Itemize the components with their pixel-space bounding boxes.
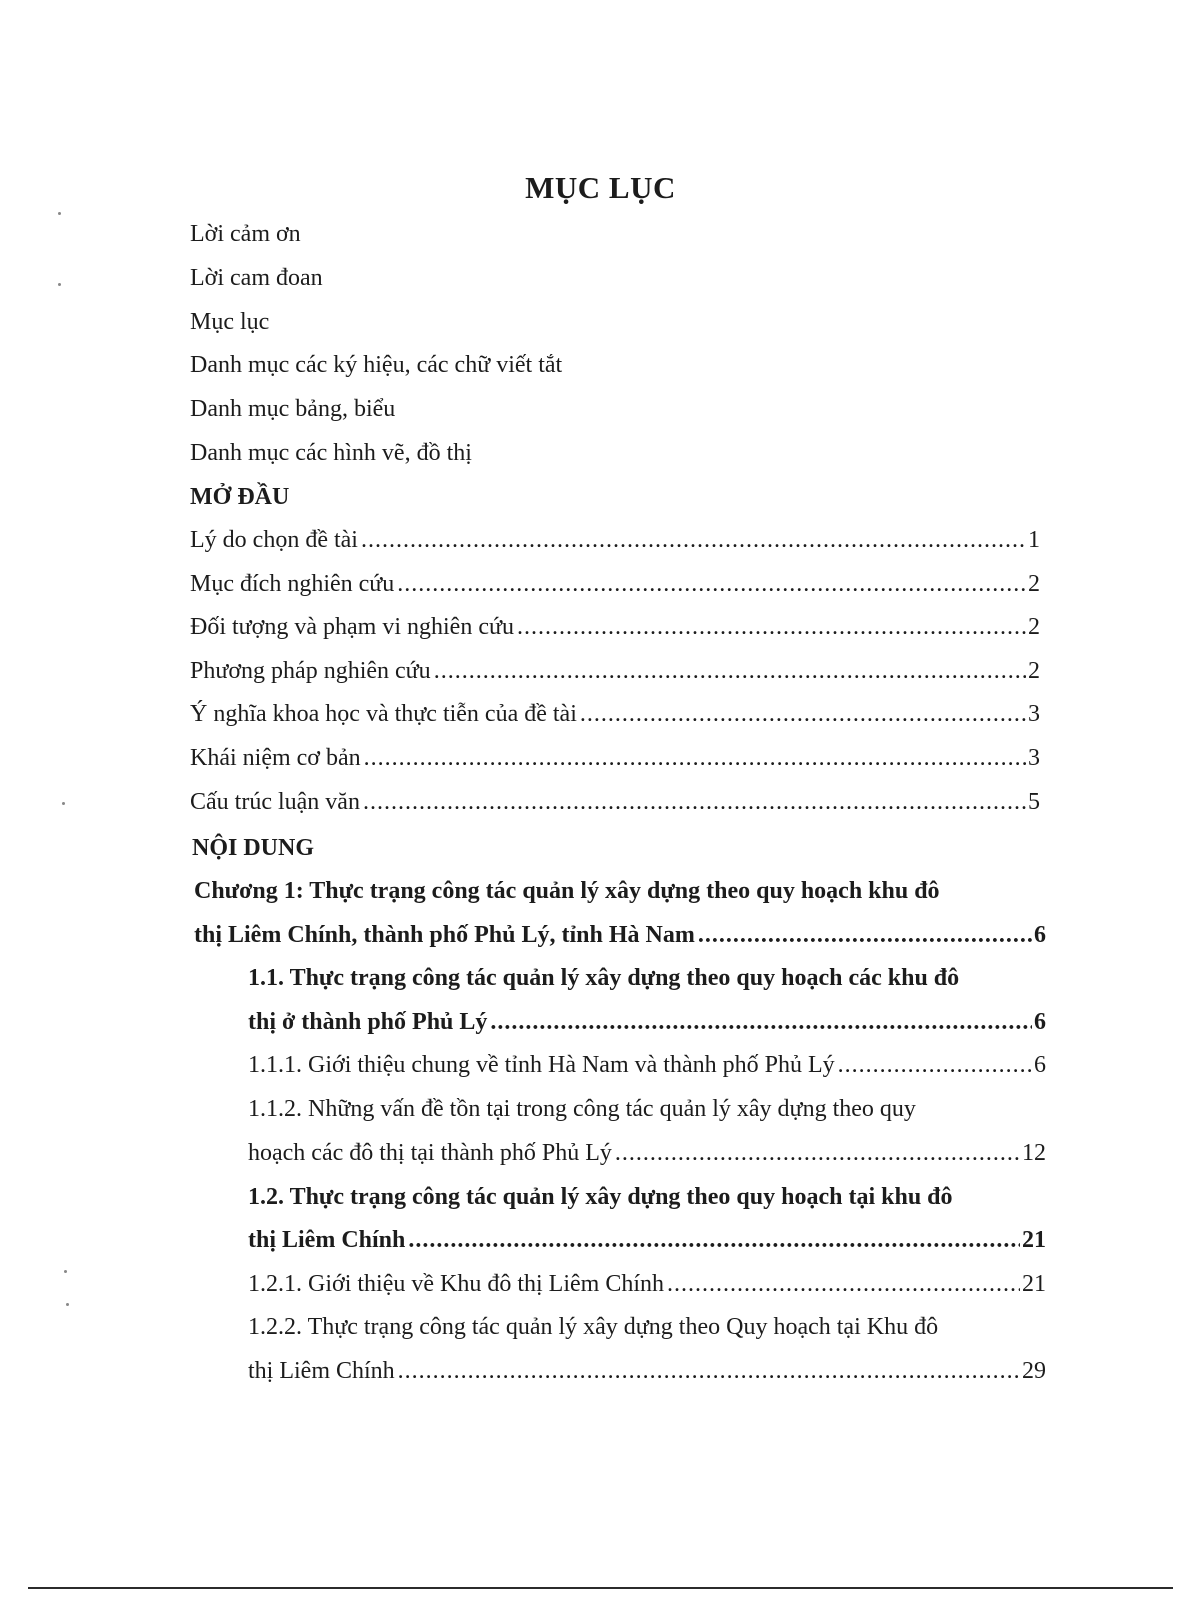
subsection-title-line: 1.2.2. Thực trạng công tác quản lý xây dựng theo Quy hoạch tại Khu đô [248,1314,939,1340]
toc-entry-page: 29 [1022,1358,1046,1384]
dot-leader [363,786,1026,818]
toc-entry [190,568,1040,600]
toc-entry-label: Khái niệm cơ bản [190,745,361,771]
toc-entry-page: 5 [1028,789,1040,815]
toc-entry-label: 1.2.1. Giới thiệu về Khu đô thị Liêm Chính [248,1271,664,1297]
dot-leader [698,919,1032,951]
toc-entry-label: Đối tượng và phạm vi nghiên cứu [190,614,514,640]
scan-speck [62,802,65,805]
toc-entry-subsection [248,1355,1046,1387]
dot-leader [838,1049,1032,1081]
toc-entry-subsection [248,1268,1046,1300]
scan-speck [64,1270,67,1273]
dot-leader [490,1006,1032,1038]
toc-entry-page: 2 [1028,658,1040,684]
toc-entry-chapter [194,919,1046,951]
dot-leader [361,524,1026,556]
subsection-title-line: 1.1.2. Những vấn đề tồn tại trong công tác quản lý xây dựng theo quy [248,1096,916,1122]
toc-entry-page: 1 [1028,527,1040,553]
dot-leader [615,1137,1020,1169]
dot-leader [408,1224,1020,1256]
toc-entry [190,655,1040,687]
toc-entry [190,742,1040,774]
toc-entry [190,524,1040,556]
dot-leader [397,568,1026,600]
toc-entry-page: 21 [1022,1271,1046,1297]
chapter-title-line: Chương 1: Thực trạng công tác quản lý xây dựng theo quy hoạch khu đô [194,878,940,904]
front-matter-item: Danh mục các ký hiệu, các chữ viết tắt [190,352,563,378]
dot-leader [580,698,1026,730]
toc-entry-label: Phương pháp nghiên cứu [190,658,431,684]
toc-entry-page: 6 [1034,922,1046,948]
front-matter-item: Mục lục [190,309,270,335]
toc-entry-page: 6 [1034,1009,1046,1035]
toc-entry-page: 2 [1028,614,1040,640]
dot-leader [364,742,1026,774]
front-matter-item: Lời cam đoan [190,265,323,291]
toc-entry-label: Ý nghĩa khoa học và thực tiễn của đề tài [190,701,577,727]
toc-entry-page: 12 [1022,1140,1046,1166]
toc-entry-label: Cấu trúc luận văn [190,789,360,815]
toc-entry-label: thị Liêm Chính [248,1227,406,1253]
bottom-rule [28,1587,1173,1589]
toc-entry-page: 3 [1028,745,1040,771]
page-title: MỤC LỤC [525,170,676,205]
section-title-line: 1.1. Thực trạng công tác quản lý xây dựng theo quy hoạch các khu đô [248,965,960,991]
dot-leader [434,655,1026,687]
toc-entry [190,611,1040,643]
toc-entry-label: 1.1.1. Giới thiệu chung về tỉnh Hà Nam và thành phố Phủ Lý [248,1052,835,1078]
intro-heading: MỞ ĐẦU [190,484,290,510]
section-title-line: 1.2. Thực trạng công tác quản lý xây dựng theo quy hoạch tại khu đô [248,1184,953,1210]
scan-speck [66,1303,69,1306]
dot-leader [398,1355,1020,1387]
toc-entry-section [248,1006,1046,1038]
toc-entry-label: thị Liêm Chính, thành phố Phủ Lý, tỉnh Hà Nam [194,922,695,948]
toc-entry-subsection [248,1137,1046,1169]
dot-leader [517,611,1026,643]
toc-entry-page: 2 [1028,571,1040,597]
toc-entry-label: thị Liêm Chính [248,1358,395,1384]
scan-speck [58,283,61,286]
scan-speck [58,212,61,215]
front-matter-item: Danh mục bảng, biểu [190,396,396,422]
content-heading: NỘI DUNG [192,835,315,861]
toc-entry-label: hoạch các đô thị tại thành phố Phủ Lý [248,1140,612,1166]
toc-entry-page: 6 [1034,1052,1046,1078]
front-matter-item: Danh mục các hình vẽ, đồ thị [190,440,472,466]
toc-entry-label: thị ở thành phố Phủ Lý [248,1009,488,1035]
dot-leader [667,1268,1020,1300]
toc-entry-label: Mục đích nghiên cứu [190,571,395,597]
toc-entry-subsection [248,1049,1046,1081]
toc-entry [190,786,1040,818]
toc-entry-section [248,1224,1046,1256]
front-matter-item: Lời cảm ơn [190,221,301,247]
toc-entry-label: Lý do chọn đề tài [190,527,358,553]
toc-entry-page: 3 [1028,701,1040,727]
toc-entry-page: 21 [1022,1227,1046,1253]
toc-entry [190,698,1040,730]
